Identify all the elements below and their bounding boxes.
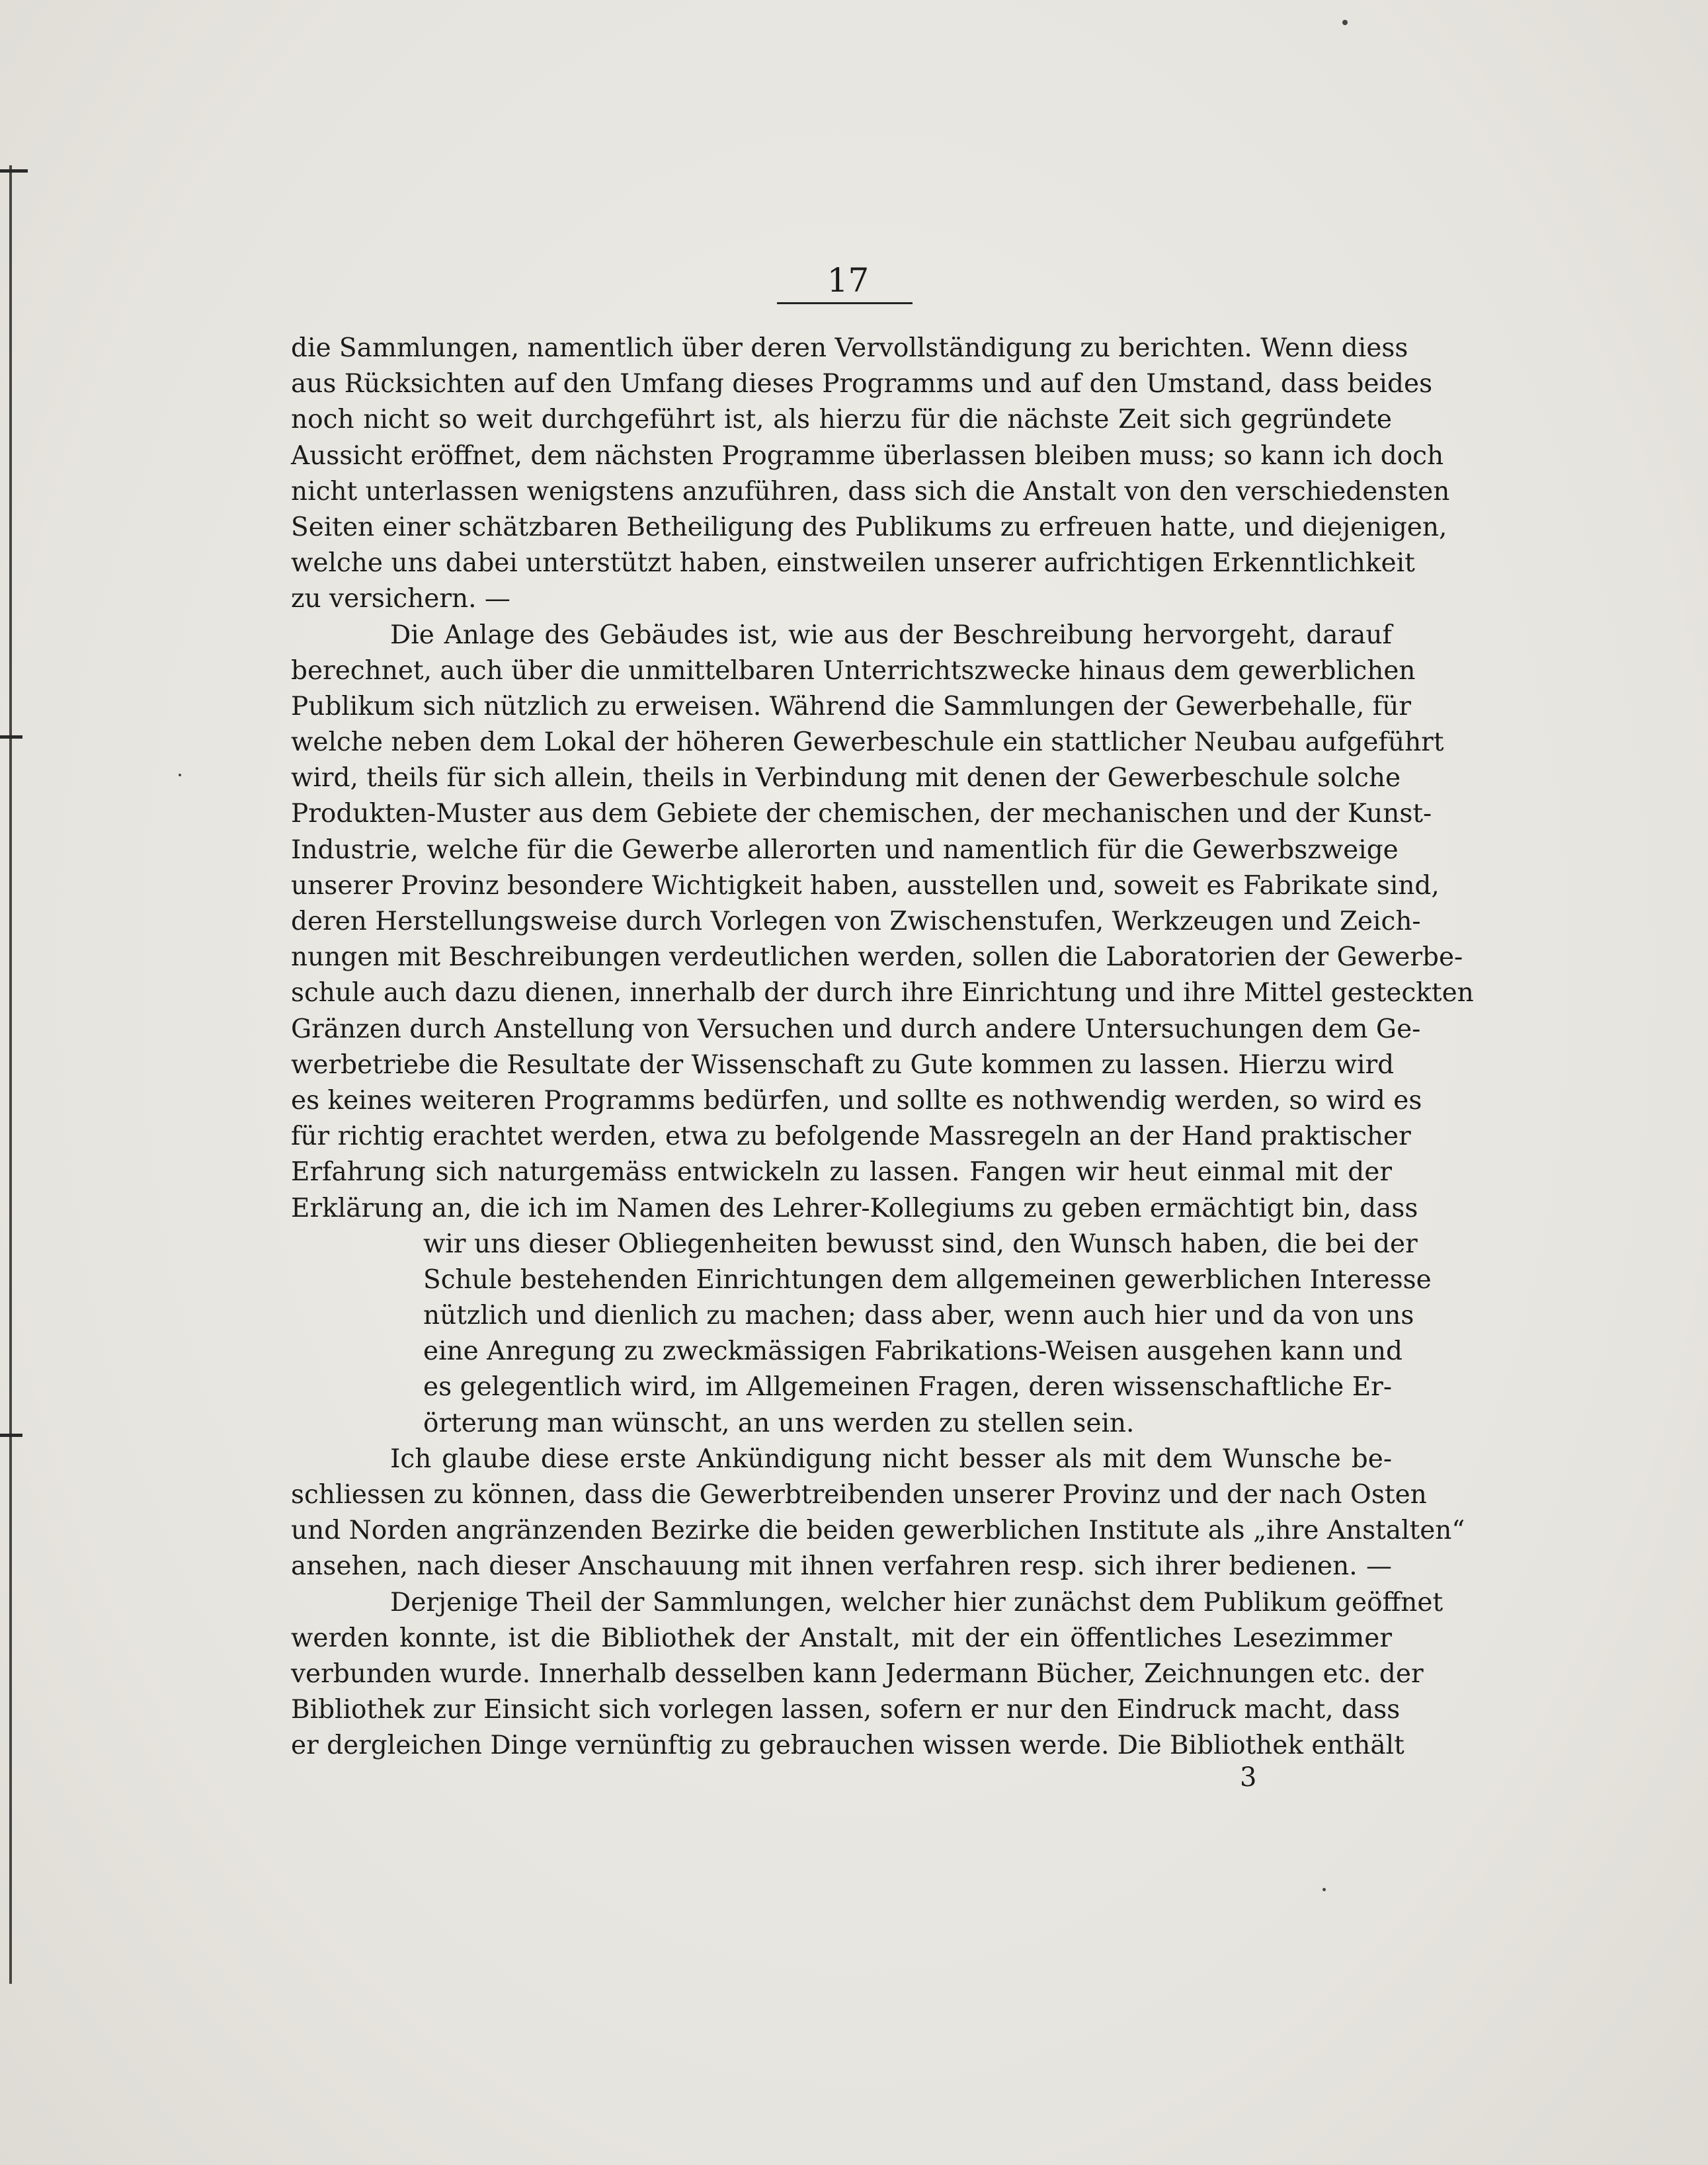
text-line: schule auch dazu dienen, innerhalb der durch ihre Einrichtung und ihre Mittel gesteckten	[291, 978, 1474, 1008]
binding-mark	[0, 735, 22, 739]
text-line: die Sammlungen, namentlich über deren Vervollständigung zu berichten. Wenn diess	[291, 333, 1408, 363]
binding-edge	[9, 165, 12, 1984]
text-line: Aussicht eröffnet, dem nächsten Programme überlassen bleiben muss; so kann ich doch	[291, 440, 1444, 471]
text-line: Publikum sich nützlich zu erweisen. Während die Sammlungen der Gewerbehalle, für	[291, 691, 1411, 721]
text-line: wird, theils für sich allein, theils in Verbindung mit denen der Gewerbeschule solche	[291, 763, 1401, 794]
binding-mark	[0, 1434, 22, 1437]
signature-mark: 3	[1240, 1762, 1257, 1793]
text-line: deren Herstellungsweise durch Vorlegen von Zwischenstufen, Werkzeugen und Zeich-	[291, 907, 1421, 936]
text-line: Die Anlage des Gebäudes ist, wie aus der Beschreibung hervorgeht, darauf	[390, 620, 1392, 650]
text-line: werbetriebe die Resultate der Wissenschaft zu Gute kommen zu lassen. Hierzu wird	[291, 1049, 1395, 1080]
page-number: 17	[827, 261, 870, 300]
text-line: Industrie, welche für die Gewerbe allerorten und namentlich für die Gewerbszweige	[291, 835, 1399, 865]
text-line: es keines weiteren Programms bedürfen, und sollte es nothwendig werden, so wird es	[291, 1085, 1422, 1116]
text-line: eine Anregung zu zweckmässigen Fabrikations-Weisen ausgehen kann und	[423, 1336, 1403, 1367]
body-text	[291, 331, 1474, 1764]
text-line: wir uns dieser Obliegenheiten bewusst sind, den Wunsch haben, die bei der	[423, 1229, 1418, 1259]
speck	[1322, 1888, 1326, 1891]
text-line: Derjenige Theil der Sammlungen, welcher hier zunächst dem Publikum geöffnet	[390, 1587, 1444, 1617]
text-line: örterung man wünscht, an uns werden zu stellen sein.	[423, 1408, 1135, 1438]
text-line: welche neben dem Lokal der höheren Gewerbeschule ein stattlicher Neubau aufgeführt	[291, 727, 1444, 758]
text-line: Bibliothek zur Einsicht sich vorlegen lassen, sofern er nur den Eindruck macht, dass	[291, 1695, 1401, 1725]
text-line: Seiten einer schätzbaren Betheiligung des Publikums zu erfreuen hatte, und diejenigen,	[291, 512, 1447, 542]
text-line: Gränzen durch Anstellung von Versuchen und durch andere Untersuchungen dem Ge-	[291, 1014, 1421, 1044]
text-line: schliessen zu können, dass die Gewerbtreibenden unserer Provinz und der nach Osten	[291, 1480, 1427, 1510]
speck	[1342, 20, 1348, 25]
speck	[179, 774, 181, 776]
text-line: Ich glaube diese erste Ankündigung nicht besser als mit dem Wunsche be-	[390, 1444, 1392, 1474]
text-line: berechnet, auch über die unmittelbaren Unterrichtszwecke hinaus dem gewerblichen	[291, 655, 1416, 686]
text-line: Erfahrung sich naturgemäss entwickeln zu lassen. Fangen wir heut einmal mit der	[291, 1157, 1392, 1188]
text-line: Schule bestehenden Einrichtungen dem allgemeinen gewerblichen Interesse	[423, 1264, 1432, 1295]
text-line: Erklärung an, die ich im Namen des Lehrer-Kollegiums zu geben ermächtigt bin, dass	[291, 1193, 1418, 1223]
text-line: verbunden wurde. Innerhalb desselben kann Jedermann Bücher, Zeichnungen etc. der	[291, 1658, 1424, 1689]
binding-mark	[0, 169, 28, 173]
text-line: unserer Provinz besondere Wichtigkeit haben, ausstellen und, soweit es Fabrikate sind,	[291, 870, 1440, 901]
text-line: nungen mit Beschreibungen verdeutlichen werden, sollen die Laboratorien der Gewerbe-	[291, 942, 1463, 973]
text-line: aus Rücksichten auf den Umfang dieses Programms und auf den Umstand, dass beides	[291, 369, 1433, 399]
text-line: nützlich und dienlich zu machen; dass aber, wenn auch hier und da von uns	[423, 1301, 1414, 1331]
text-line: er dergleichen Dinge vernünftig zu gebrauchen wissen werde. Die Bibliothek enthält	[291, 1731, 1404, 1761]
text-line: noch nicht so weit durchgeführt ist, als hierzu für die nächste Zeit sich gegründete	[291, 405, 1392, 435]
text-line: zu versichern. —	[291, 584, 510, 614]
text-line: nicht unterlassen wenigstens anzuführen, dass sich die Anstalt von den verschiedensten	[291, 476, 1450, 507]
text-line: welche uns dabei unterstützt haben, einstweilen unserer aufrichtigen Erkenntlichkeit	[291, 548, 1415, 579]
text-line: Produkten-Muster aus dem Gebiete der chemischen, der mechanischen und der Kunst-	[291, 799, 1432, 829]
text-line: werden konnte, ist die Bibliothek der Anstalt, mit der ein öffentliches Lesezimmer	[291, 1623, 1392, 1653]
text-line: ansehen, nach dieser Anschauung mit ihnen verfahren resp. sich ihrer bedienen. —	[291, 1551, 1392, 1582]
page-number-rule	[777, 302, 913, 304]
text-line: für richtig erachtet werden, etwa zu befolgende Massregeln an der Hand praktischer	[291, 1122, 1411, 1152]
text-line: und Norden angränzenden Bezirke die beiden gewerblichen Institute als „ihre Anstalten“	[291, 1516, 1465, 1546]
text-line: es gelegentlich wird, im Allgemeinen Fragen, deren wissenschaftliche Er-	[423, 1372, 1392, 1403]
